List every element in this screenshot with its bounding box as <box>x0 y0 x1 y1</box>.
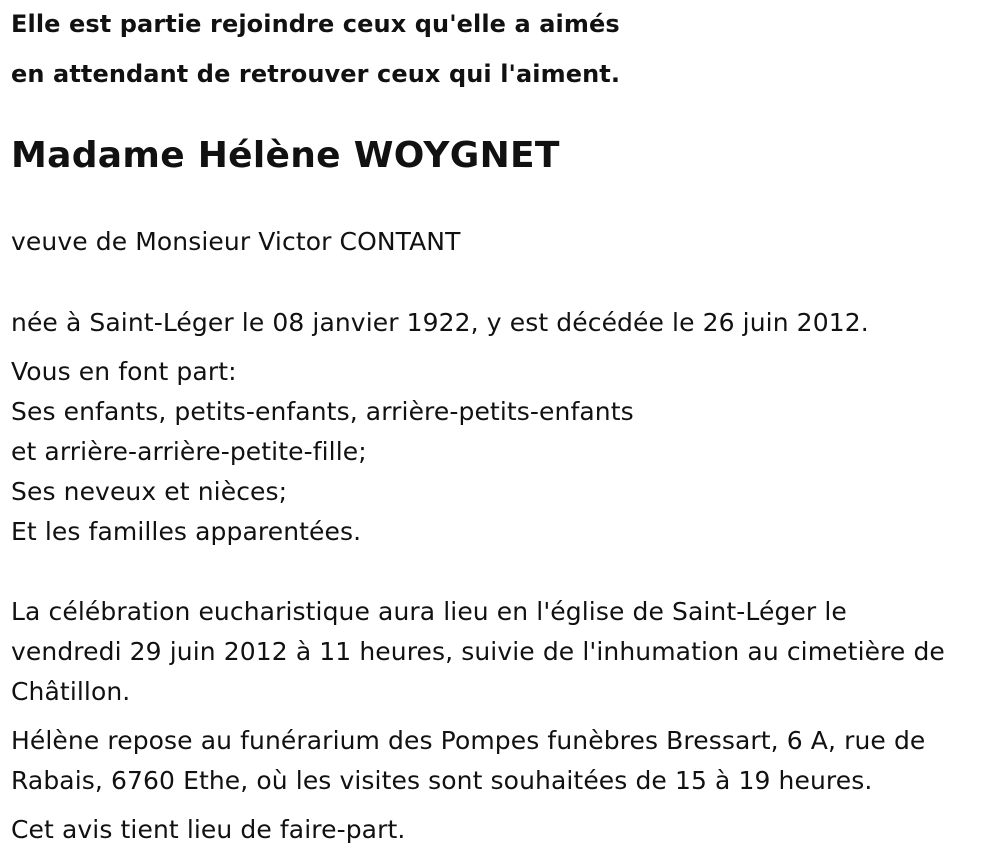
visitation-line-2: Rabais, 6760 Ethe, où les visites sont souhaitées de 15 à 19 heures. <box>11 766 873 795</box>
family-line-3: Ses neveux et nièces; <box>11 477 288 506</box>
ceremony-line-3: Châtillon. <box>11 677 131 706</box>
family-intro: Vous en font part: <box>11 357 237 386</box>
visitation-line-1: Hélène repose au funérarium des Pompes funèbres Bressart, 6 A, rue de <box>11 726 926 755</box>
epigraph-line-1: Elle est partie rejoindre ceux qu'elle a aimés <box>11 10 620 38</box>
ceremony-line-2: vendredi 29 juin 2012 à 11 heures, suivie de l'inhumation au cimetière de <box>11 637 945 666</box>
ceremony-line-1: La célébration eucharistique aura lieu en l'église de Saint-Léger le <box>11 597 847 626</box>
family-line-4: Et les familles apparentées. <box>11 517 362 546</box>
family-line-1: Ses enfants, petits-enfants, arrière-petits-enfants <box>11 397 634 426</box>
deceased-name: Madame Hélène WOYGNET <box>11 135 560 176</box>
spouse-line: veuve de Monsieur Victor CONTANT <box>11 227 461 256</box>
closing-line: Cet avis tient lieu de faire-part. <box>11 815 406 844</box>
epigraph-line-2: en attendant de retrouver ceux qui l'aiment. <box>11 60 621 88</box>
family-line-2: et arrière-arrière-petite-fille; <box>11 437 367 466</box>
birth-death-line: née à Saint-Léger le 08 janvier 1922, y est décédée le 26 juin 2012. <box>11 308 869 337</box>
